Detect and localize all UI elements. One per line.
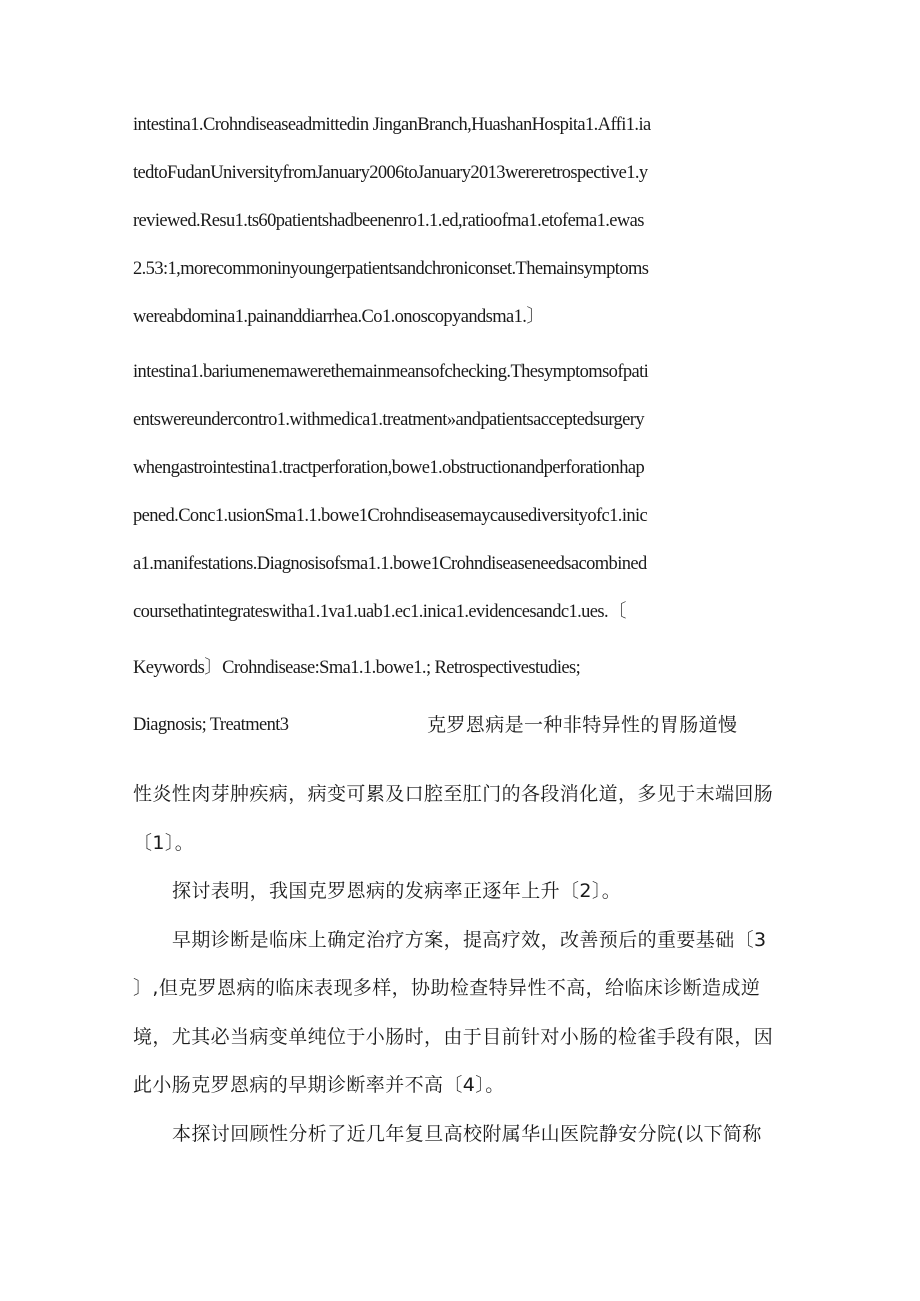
abstract-line: intestina1.bariumenemawerethemainmeansofchecking.Thesymptomsofpati [133, 362, 649, 382]
abstract-line: a1.manifestations.Diagnosisofsma1.1.bowe1Crohndiseaseneedsacombined [133, 554, 647, 574]
abstract-line: intestina1.Crohndiseaseadmittedin JinganBranch,HuashanHospita1.Affi1.ia [133, 115, 651, 135]
abstract-line: reviewed.Resu1.ts60patientshadbeenenro1.1.ed,ratioofma1.etofema1.ewas [133, 211, 644, 231]
abstract-line: coursethatintegrateswitha1.1va1.uab1.ec1.inica1.evidencesandc1.ues.〔 [133, 602, 626, 622]
abstract-line: wereabdomina1.painanddiarrhea.Co1.onoscopyandsma1.〕 [133, 307, 545, 327]
body-line: 〔1〕。 [133, 832, 195, 854]
abstract-line: tedtoFudanUniversityfromJanuary2006toJanuary2013wereretrospective1.y [133, 163, 648, 183]
body-line: 境，尤其必当病变单纯位于小肠时，由于目前针对小肠的检雀手段有限，因 [133, 1026, 774, 1048]
abstract-line: pened.Conc1.usionSma1.1.bowe1Crohndiseasemaycausediversityofc1.inic [133, 506, 648, 526]
keywords-line: Keywords〕Crohndisease:Sma1.1.bowe1.; Retrospectivestudies; [133, 658, 581, 678]
abstract-line: entswereundercontro1.withmedica1.treatment»andpatientsacceptedsurgery [133, 410, 644, 430]
abstract-line: whengastrointestina1.tractperforation,bowe1.obstructionandperforationhap [133, 458, 645, 478]
body-line: 性炎性肉芽肿疾病，病变可累及口腔至肛门的各段消化道，多见于末端回肠 [133, 783, 774, 805]
body-paragraph: 早期诊断是临床上确定治疗方案，提高疗效，改善预后的重要基础〔3 [172, 929, 767, 951]
diagnosis-line [133, 716, 793, 740]
body-paragraph: 本探讨回顾性分析了近几年复旦高校附属华山医院静安分院(以下简称 [172, 1123, 762, 1145]
body-line: 此小肠克罗恩病的早期诊断率并不高〔4〕。 [133, 1074, 505, 1096]
body-paragraph: 探讨表明，我国克罗恩病的发病率正逐年上升〔2〕。 [172, 880, 622, 902]
keywords-continued: Diagnosis; Treatment3 [133, 715, 289, 735]
abstract-line: 2.53:1,morecommoninyoungerpatientsandchroniconset.Themainsymptoms [133, 259, 649, 279]
body-paragraph-start: 克罗恩病是一种非特异性的胃肠道慢 [427, 714, 738, 736]
body-line: 〕,但克罗恩病的临床表现多样，协助检查特异性不高，给临床诊断造成逆 [133, 977, 761, 999]
